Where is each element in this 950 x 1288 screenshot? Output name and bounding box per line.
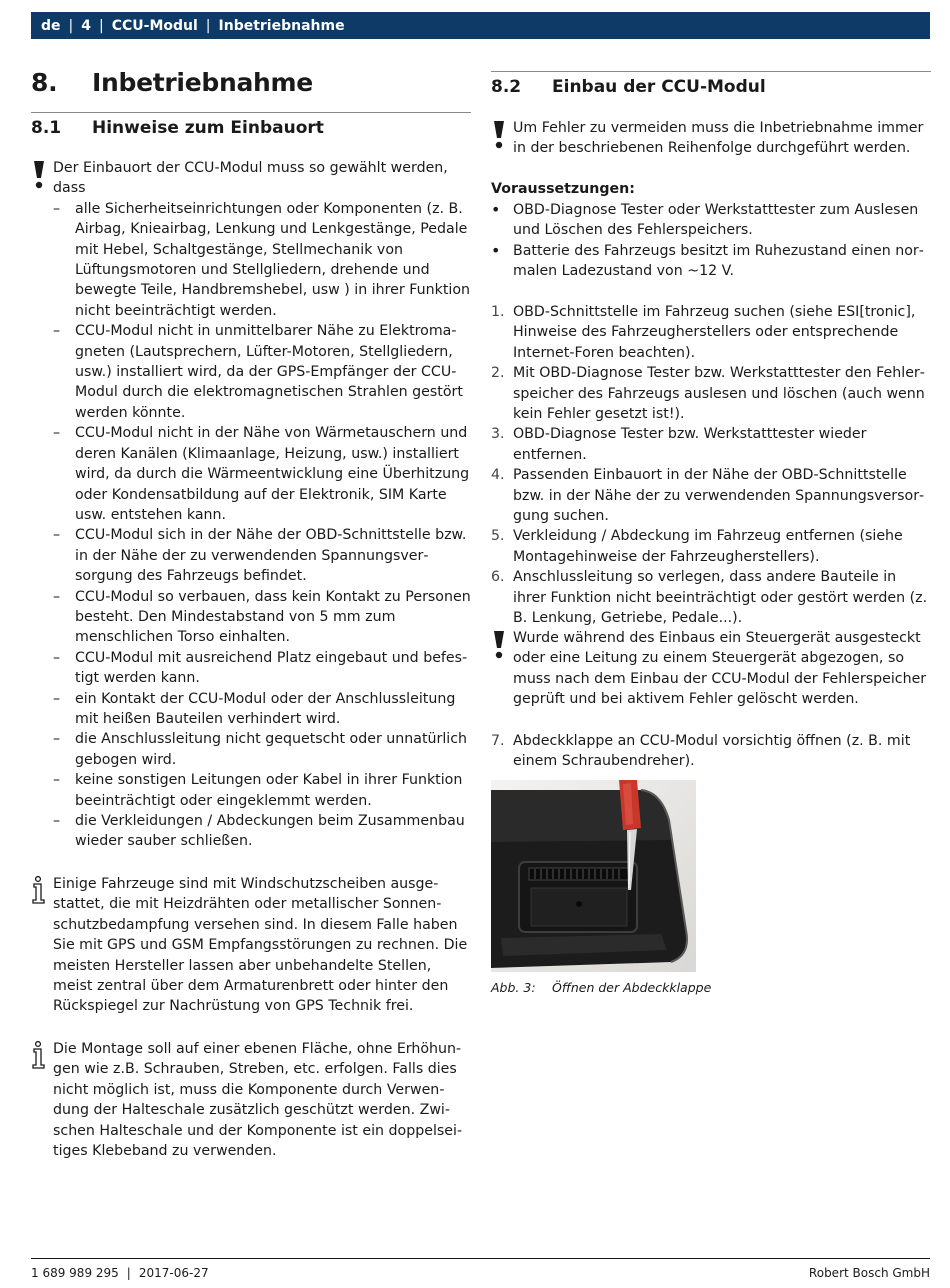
- step-number: 6.: [491, 569, 505, 586]
- header-separator: |: [68, 17, 74, 34]
- step-item: [491, 302, 931, 363]
- list-item: – CCU-Modul so verbauen, dass kein Kontakt zu Personen besteht. Den Mindestabstand von 5 mm zum menschlichen Torso einhalten.: [53, 587, 471, 648]
- section-divider: [491, 71, 931, 72]
- info-text: Einige Fahrzeuge sind mit Windschutzscheiben ausgestattet, die mit Heizdrähten oder metallischer Sonnenschutzbedampfung versehen sind. In diesem Falle haben Sie mit GPS und GSM Empfangsstörungen zu rechnen. Die meisten Hersteller lassen aber unbehandelte Stellen, meist zentral über dem Armaturenbrett oder hinter den Rückspiegel zur Nachrüstung von GPS Technik frei.: [53, 876, 468, 1015]
- mounting-info-note: [31, 1039, 471, 1161]
- header-product: CCU-Modul: [111, 17, 198, 34]
- warning-intro: Der Einbauort der CCU-Modul muss so gewählt werden, dass: [53, 160, 448, 197]
- section-title: Einbau der CCU-Modul: [552, 77, 766, 97]
- section-title: Hinweise zum Einbauort: [92, 118, 324, 138]
- step-number: 2.: [491, 365, 505, 382]
- chapter-number: 8.: [31, 68, 58, 97]
- windshield-info-note: [31, 874, 471, 1017]
- step-item: [491, 567, 931, 628]
- step-number: 7.: [491, 733, 505, 749]
- prerequisites-list: [491, 200, 931, 282]
- document-number: 1 689 989 295: [31, 1266, 119, 1280]
- list-item: – CCU-Modul nicht in unmittelbarer Nähe zu Elektromagneten (Lautsprechern, Lüfter-Motoren, Stellgliedern, usw.) installiert wird, da der GPS-Empfänger der CCU-Modul durch die elektromagnetischen Strahlen gestört werden könnte.: [53, 321, 471, 423]
- page-header: [31, 12, 930, 39]
- footer-company: Robert Bosch GmbH: [808, 1266, 930, 1280]
- chapter-heading: [31, 68, 471, 97]
- section-8-1-heading: [31, 118, 471, 138]
- header-separator: |: [205, 17, 211, 34]
- control-unit-warning: [491, 628, 931, 710]
- step-text: Anschlussleitung so verlegen, dass andere Bauteile in ihrer Funktion nicht beeinträchtigt oder gestört werden (z. B. Lenkung, Getriebe, Pedale...).: [513, 569, 928, 627]
- footer-doc-info: [31, 1266, 209, 1280]
- section-8-2-heading: [491, 77, 931, 97]
- installation-steps-continued: [491, 731, 931, 772]
- step-text: OBD-Diagnose Tester bzw. Werkstatttester wieder entfernen.: [513, 426, 867, 463]
- section-number: 8.1: [31, 118, 62, 138]
- figure-caption-text: Öffnen der Abdeckklappe: [552, 980, 712, 995]
- list-item: – alle Sicherheitseinrichtungen oder Komponenten (z. B. Airbag, Knieairbag, Lenkung und Lenkgestänge, Pedale mit Hebel, Schaltgestänge, Stellmechanik von Lüftungsmotoren und Stellgliedern, drehende und bewegte Teile, Handbremshebel, usw ) in ihrer Funktion nicht beeinträchtigt werden.: [53, 199, 471, 321]
- section-number: 8.2: [491, 77, 522, 97]
- step-text: Verkleidung / Abdeckung im Fahrzeug entfernen (siehe Montagehinweise der Fahrzeugherstellers).: [513, 528, 903, 565]
- sequence-warning: [491, 118, 931, 159]
- info-icon: [31, 1041, 47, 1069]
- chapter-title: Inbetriebnahme: [92, 68, 313, 97]
- info-icon: [31, 876, 47, 904]
- section-divider: [31, 112, 471, 113]
- list-item: – CCU-Modul mit ausreichend Platz eingebaut und befestigt werden kann.: [53, 648, 471, 689]
- step-text: Passenden Einbauort in der Nähe der OBD-Schnittstelle bzw. in der Nähe der zu verwendenden Spannungsversorgung suchen.: [513, 467, 925, 525]
- document-date: 2017-06-27: [138, 1266, 209, 1280]
- header-page-number: 4: [81, 17, 91, 34]
- header-section: Inbetriebnahme: [218, 17, 345, 34]
- step-number: 5.: [491, 528, 505, 545]
- step-item: [491, 363, 931, 424]
- info-text: Die Montage soll auf einer ebenen Fläche, ohne Erhöhungen wie z.B. Schrauben, Streben, etc. erfolgen. Falls dies nicht möglich ist, muss die Komponente durch Verwendung der Halteschale zusätzlich geschützt werden. Zwischen Halteschale und der Komponente ist ein doppelseitiges Klebeband zu verwenden.: [53, 1041, 463, 1160]
- step-item: [491, 526, 931, 567]
- step-text: Abdeckklappe an CCU-Modul vorsichtig öffnen (z. B. mit einem Schraubendreher).: [513, 733, 911, 770]
- list-item: – keine sonstigen Leitungen oder Kabel in ihrer Funktion beeinträchtigt oder eingeklemmt werden.: [53, 770, 471, 811]
- exclamation-icon: [31, 160, 47, 190]
- installation-location-warning: [31, 158, 471, 852]
- step-item: [491, 465, 931, 526]
- list-item: – die Anschlussleitung nicht gequetscht oder unnatürlich gebogen wird.: [53, 729, 471, 770]
- cover-flap-photo: [491, 780, 696, 972]
- header-separator: |: [99, 17, 104, 34]
- figure-caption: [491, 980, 711, 995]
- warning-text: Wurde während des Einbaus ein Steuergerät ausgesteckt oder eine Leitung zu einem Steuergerät abgezogen, so muss nach dem Einbau der CCU-Modul der Fehlerspeicher geprüft und bei aktivem Fehler gelöscht werden.: [513, 630, 927, 708]
- prerequisites-heading: Voraussetzungen:: [491, 181, 635, 197]
- exclamation-icon: [491, 120, 507, 150]
- installation-steps: [491, 302, 931, 629]
- list-item: – ein Kontakt der CCU-Modul oder der Anschlussleitung mit heißen Bauteilen verhindert wird.: [53, 689, 471, 730]
- list-item: • Batterie des Fahrzeugs besitzt im Ruhezustand einen normalen Ladezustand von ~12 V.: [491, 241, 931, 282]
- header-lang: de: [41, 17, 61, 34]
- warning-text: Um Fehler zu vermeiden muss die Inbetriebnahme immer in der beschriebenen Reihenfolge durchgeführt werden.: [513, 120, 924, 157]
- footer-divider: [31, 1258, 930, 1259]
- location-requirements-list: [53, 199, 471, 852]
- step-text: OBD-Schnittstelle im Fahrzeug suchen (siehe ESI[tronic], Hinweise des Fahrzeugherstellers oder entsprechende Internet-Foren beachten).: [513, 304, 916, 361]
- step-number: 1.: [491, 304, 505, 320]
- list-item: – CCU-Modul sich in der Nähe der OBD-Schnittstelle bzw. in der Nähe der zu verwendenden Spannungsversorgung des Fahrzeugs befindet.: [53, 525, 471, 586]
- list-item: – die Verkleidungen / Abdeckungen beim Zusammenbau wieder sauber schließen.: [53, 811, 471, 852]
- step-number: 3.: [491, 426, 505, 443]
- footer-separator: |: [126, 1266, 131, 1280]
- step-number: 4.: [491, 467, 505, 484]
- step-item: [491, 424, 931, 465]
- list-item: • OBD-Diagnose Tester oder Werkstatttester zum Auslesen und Löschen des Fehlerspeichers.: [491, 200, 931, 241]
- exclamation-icon: [491, 630, 507, 660]
- figure-label: Abb. 3:: [491, 980, 536, 995]
- step-item: [491, 731, 931, 772]
- step-text: Mit OBD-Diagnose Tester bzw. Werkstatttester den Fehlerspeicher des Fahrzeugs auslesen und löschen (auch wenn kein Fehler gesetzt ist!).: [513, 365, 925, 423]
- ccu-module-illustration: [491, 780, 696, 972]
- list-item: – CCU-Modul nicht in der Nähe von Wärmetauschern und deren Kanälen (Klimaanlage, Heizung, usw.) installiert wird, da durch die Wärmeentwicklung eine Überhitzung oder Kondensatbildung auf der Elektronik, SIM Karte usw. entstehen kann.: [53, 423, 471, 525]
